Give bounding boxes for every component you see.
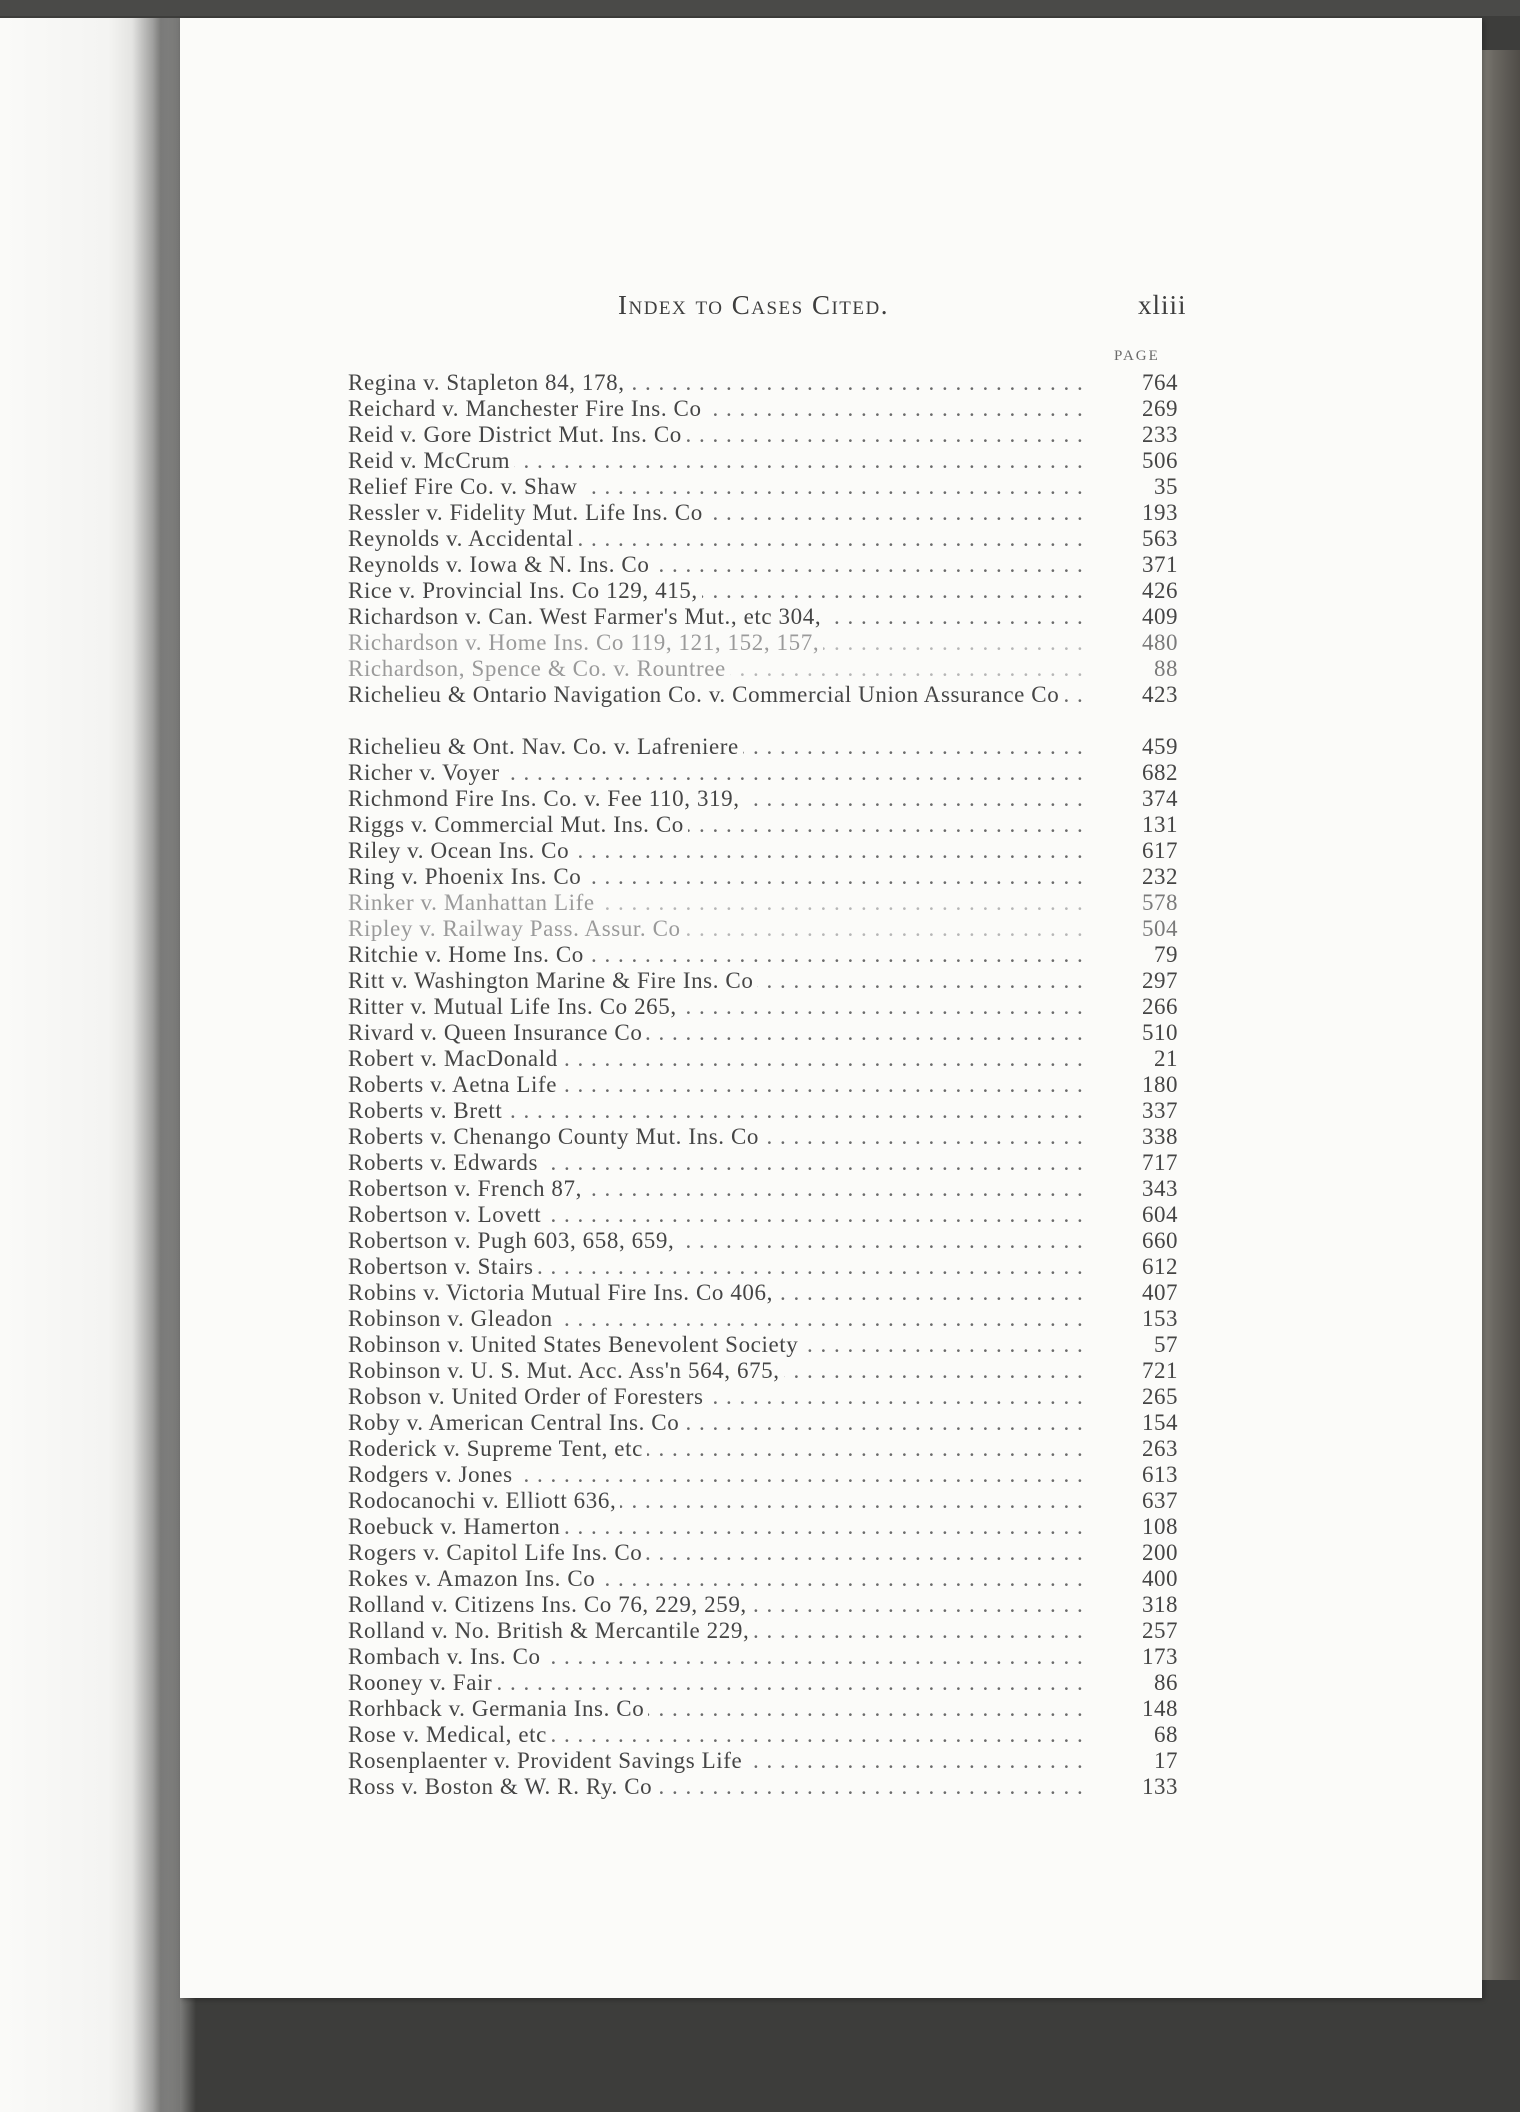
case-name [348,1020,1086,1046]
page-reference [1086,552,1184,578]
index-entry [348,396,1184,422]
case-name-text: Richelieu & Ont. Nav. Co. v. Lafreniere [348,734,743,759]
page-reference-text: 173 [1138,1644,1178,1669]
index-entry [348,1020,1184,1046]
case-name [348,396,1086,422]
page-reference-text: 193 [1138,500,1178,525]
case-name-text: Rorhback v. Germania Ins. Co [348,1696,648,1721]
index-entry [348,1644,1184,1670]
page-reference [1086,1514,1184,1540]
case-name-text: Roby v. American Central Ins. Co [348,1410,683,1435]
case-name [348,1696,1086,1722]
case-name-text: Rombach v. Ins. Co [348,1644,545,1669]
index-entry [348,1436,1184,1462]
case-name-text: Riggs v. Commercial Mut. Ins. Co [348,812,688,837]
case-name [348,1332,1086,1358]
index-entry [348,422,1184,448]
case-name [348,838,1086,864]
page-reference [1086,1540,1184,1566]
page-reference [1086,1176,1184,1202]
page-reference [1086,1150,1184,1176]
index-entry [348,838,1184,864]
page-reference-text: 86 [1150,1670,1178,1695]
case-name-text: Ritchie v. Home Ins. Co [348,942,588,967]
page-reference-text: 21 [1150,1046,1178,1071]
index-entry [348,370,1184,396]
index-entry [348,474,1184,500]
case-name-text: Ressler v. Fidelity Mut. Life Ins. Co [348,500,707,525]
page-reference-text: 506 [1138,448,1178,473]
case-name-text: Rooney v. Fair [348,1670,496,1695]
index-entry [348,1098,1184,1124]
page-reference [1086,1332,1184,1358]
case-name-text: Robson v. United Order of Foresters [348,1384,708,1409]
case-name [348,1670,1086,1696]
case-name [348,604,1086,630]
page-reference [1086,1202,1184,1228]
case-name [348,1722,1086,1748]
page-reference-text: 133 [1138,1774,1178,1799]
page-reference-text: 637 [1138,1488,1178,1513]
index-entry [348,1046,1184,1072]
case-name-text: Rodgers v. Jones [348,1462,517,1487]
index-entry [348,1410,1184,1436]
index-entry [348,1618,1184,1644]
case-name-text: Richardson v. Can. West Farmer's Mut., etc 304, [348,604,825,629]
page-reference-text: 371 [1138,552,1178,577]
page-reference [1086,656,1184,682]
page-reference-text: 660 [1138,1228,1178,1253]
page-reference-text: 504 [1138,916,1178,941]
page-reference-text: 337 [1138,1098,1178,1123]
case-name-text: Roberts v. Aetna Life [348,1072,561,1097]
case-name-text: Roebuck v. Hamerton [348,1514,564,1539]
index-entry [348,1124,1184,1150]
page-reference-text: 79 [1150,942,1178,967]
page-reference [1086,1462,1184,1488]
case-name [348,448,1086,474]
case-name [348,734,1086,760]
page-reference-text: 269 [1138,396,1178,421]
page-reference [1086,448,1184,474]
page-reference-text: 612 [1138,1254,1178,1279]
index-entry [348,1566,1184,1592]
page-reference [1086,942,1184,968]
index-entry [348,656,1184,682]
case-name [348,760,1086,786]
page-column-heading: PAGE [1114,348,1160,364]
page-reference-text: 180 [1138,1072,1178,1097]
case-name [348,1592,1086,1618]
index-entry [348,1228,1184,1254]
index-entry [348,552,1184,578]
case-name-text: Rose v. Medical, etc [348,1722,551,1747]
index-entry [348,682,1184,734]
page-reference [1086,1020,1184,1046]
case-name [348,1098,1086,1124]
case-name-text: Rokes v. Amazon Ins. Co [348,1566,599,1591]
page-reference-text: 35 [1150,474,1178,499]
case-name-text: Ring v. Phoenix Ins. Co [348,864,585,889]
page-reference-text: 423 [1138,682,1178,707]
index-entry [348,1332,1184,1358]
page-reference [1086,526,1184,552]
page-reference-text: 407 [1138,1280,1178,1305]
case-name [348,1436,1086,1462]
page-reference-text: 68 [1150,1722,1178,1747]
case-name [348,1176,1086,1202]
index-entry [348,1254,1184,1280]
case-name [348,1228,1086,1254]
case-name-text: Rivard v. Queen Insurance Co [348,1020,646,1045]
case-name [348,474,1086,500]
index-entry [348,1202,1184,1228]
page-reference [1086,1254,1184,1280]
case-name-text: Robinson v. Gleadon [348,1306,557,1331]
case-name-text: Robinson v. United States Benevolent Society [348,1332,802,1357]
index-entry [348,1384,1184,1410]
page-reference [1086,500,1184,526]
case-name-text: Reichard v. Manchester Fire Ins. Co [348,396,706,421]
case-name-text: Ritt v. Washington Marine & Fire Ins. Co [348,968,757,993]
page-reference [1086,1748,1184,1774]
case-name [348,422,1086,448]
page-reference [1086,1436,1184,1462]
case-name [348,1566,1086,1592]
page-reference-text: 459 [1138,734,1178,759]
case-name [348,1046,1086,1072]
index-entry [348,500,1184,526]
scan-top-border [0,0,1520,16]
page-reference-text: 343 [1138,1176,1178,1201]
page-reference-text: 297 [1138,968,1178,993]
index-entry [348,734,1184,760]
index-entry [348,1670,1184,1696]
case-name [348,812,1086,838]
page-reference-text: 17 [1150,1748,1178,1773]
page-reference-text: 682 [1138,760,1178,785]
case-name-text: Rice v. Provincial Ins. Co 129, 415, [348,578,702,603]
page-reference [1086,916,1184,942]
index-entry [348,1696,1184,1722]
case-name-text: Riley v. Ocean Ins. Co [348,838,573,863]
page-reference [1086,1228,1184,1254]
page-reference-text: 153 [1138,1306,1178,1331]
index-entry [348,1540,1184,1566]
index-entry [348,1306,1184,1332]
page-reference [1086,994,1184,1020]
case-name-text: Rolland v. No. British & Mercantile 229, [348,1618,753,1643]
page-reference-text: 604 [1138,1202,1178,1227]
page-reference-text: 88 [1150,656,1178,681]
page-reference [1086,1072,1184,1098]
case-name-text: Robins v. Victoria Mutual Fire Ins. Co 406, [348,1280,777,1305]
page-reference [1086,1696,1184,1722]
case-name [348,1150,1086,1176]
book-fore-edge [1476,50,1520,1980]
page-reference-text: 257 [1138,1618,1178,1643]
case-name-text: Ritter v. Mutual Life Ins. Co 265, [348,994,681,1019]
page-reference-text: 266 [1138,994,1178,1019]
page-reference-text: 721 [1138,1358,1178,1383]
page-reference-text: 409 [1138,604,1178,629]
case-name-text: Reynolds v. Iowa & N. Ins. Co [348,552,653,577]
page-header [180,286,1482,334]
case-name [348,1748,1086,1774]
case-name-text: Robertson v. French 87, [348,1176,586,1201]
case-name [348,630,1086,656]
page-reference-text: 233 [1138,422,1178,447]
index-entry [348,604,1184,630]
case-name [348,1358,1086,1384]
case-name [348,864,1086,890]
page-reference [1086,630,1184,656]
page-reference [1086,786,1184,812]
index-entry [348,630,1184,656]
book-page [180,18,1482,1998]
page-reference-text: 131 [1138,812,1178,837]
index-entry [348,448,1184,474]
page-reference [1086,1722,1184,1748]
page-reference-text: 232 [1138,864,1178,889]
index-entry [348,890,1184,916]
case-name [348,1514,1086,1540]
page-reference-text: 154 [1138,1410,1178,1435]
index-entry [348,1488,1184,1514]
page-reference [1086,838,1184,864]
case-name-text: Reynolds v. Accidental [348,526,578,551]
index-entry [348,786,1184,812]
case-name [348,578,1086,604]
index-entry [348,916,1184,942]
index-entry [348,812,1184,838]
page-reference [1086,604,1184,630]
page-reference [1086,1670,1184,1696]
case-name [348,526,1086,552]
case-name [348,1072,1086,1098]
page-reference-text: 148 [1138,1696,1178,1721]
page-reference [1086,1358,1184,1384]
case-name [348,890,1086,916]
case-name-text: Roberts v. Brett [348,1098,506,1123]
case-name-text: Rinker v. Manhattan Life [348,890,599,915]
index-entry [348,1150,1184,1176]
index-entry [348,1072,1184,1098]
case-name [348,1202,1086,1228]
page-reference [1086,370,1184,396]
case-name [348,1488,1086,1514]
page-reference-text: 578 [1138,890,1178,915]
case-name-text: Roberts v. Edwards [348,1150,542,1175]
page-reference [1086,1046,1184,1072]
case-name [348,370,1086,396]
index-entry [348,1176,1184,1202]
case-name-text: Richelieu & Ontario Navigation Co. v. Commercial Union Assurance Co [348,682,1063,707]
page-reference [1086,1774,1184,1800]
page-reference-text: 480 [1138,630,1178,655]
case-name [348,1280,1086,1306]
page-reference [1086,734,1184,760]
page-reference [1086,1488,1184,1514]
case-name-text: Richmond Fire Ins. Co. v. Fee 110, 319, [348,786,744,811]
page-reference [1086,1306,1184,1332]
index-entry [348,1722,1184,1748]
case-name-text: Relief Fire Co. v. Shaw [348,474,582,499]
page-reference [1086,1566,1184,1592]
case-name [348,916,1086,942]
case-name [348,942,1086,968]
index-entry [348,1514,1184,1540]
case-name [348,682,1086,708]
case-name [348,1774,1086,1800]
case-name [348,1124,1086,1150]
page-reference-text: 717 [1138,1150,1178,1175]
page-reference [1086,864,1184,890]
case-name [348,1410,1086,1436]
index-entry [348,994,1184,1020]
index-entry [348,578,1184,604]
page-reference [1086,422,1184,448]
case-name-text: Robert v. MacDonald [348,1046,562,1071]
case-name [348,656,1086,682]
index-entry [348,760,1184,786]
case-name [348,552,1086,578]
case-name-text: Ripley v. Railway Pass. Assur. Co [348,916,685,941]
page-reference [1086,1098,1184,1124]
page-reference [1086,396,1184,422]
page-reference [1086,474,1184,500]
running-title: Index to Cases Cited. [618,290,889,320]
page-reference [1086,968,1184,994]
page-reference [1086,1644,1184,1670]
case-name [348,1644,1086,1670]
case-name-text: Rolland v. Citizens Ins. Co 76, 229, 259, [348,1592,751,1617]
case-name [348,500,1086,526]
page-reference [1086,682,1184,708]
gutter-shadow [132,18,180,2112]
page-reference [1086,812,1184,838]
index-entry [348,1592,1184,1618]
page-reference-text: 764 [1138,370,1178,395]
case-name-text: Roderick v. Supreme Tent, etc [348,1436,647,1461]
page-reference [1086,578,1184,604]
page-reference-text: 510 [1138,1020,1178,1045]
case-name-text: Robertson v. Pugh 603, 658, 659, [348,1228,678,1253]
case-name-text: Richer v. Voyer [348,760,504,785]
page-reference-text: 338 [1138,1124,1178,1149]
page-reference-text: 108 [1138,1514,1178,1539]
page-reference [1086,1280,1184,1306]
case-name-text: Robertson v. Lovett [348,1202,545,1227]
index-entry [348,1358,1184,1384]
page-reference-text: 426 [1138,578,1178,603]
page-reference-text: 374 [1138,786,1178,811]
case-name-text: Regina v. Stapleton 84, 178, [348,370,629,395]
case-name [348,1306,1086,1332]
index-entry [348,526,1184,552]
page-reference-text: 265 [1138,1384,1178,1409]
case-name-text: Richardson v. Home Ins. Co 119, 121, 152, 157, [348,630,823,655]
page-reference-text: 563 [1138,526,1178,551]
case-name-text: Robertson v. Stairs [348,1254,538,1279]
page-reference-text: 200 [1138,1540,1178,1565]
case-name [348,786,1086,812]
page-reference [1086,1384,1184,1410]
case-name [348,1462,1086,1488]
case-name-text: Rodocanochi v. Elliott 636, [348,1488,620,1513]
case-name [348,968,1086,994]
page-reference [1086,1618,1184,1644]
page-reference-text: 400 [1138,1566,1178,1591]
case-name [348,994,1086,1020]
case-index-list [348,370,1184,1800]
page-reference [1086,1592,1184,1618]
case-name [348,1254,1086,1280]
case-name-text: Roberts v. Chenango County Mut. Ins. Co [348,1124,763,1149]
page-reference-text: 617 [1138,838,1178,863]
case-name [348,1540,1086,1566]
index-entry [348,1280,1184,1306]
page-reference [1086,1410,1184,1436]
page-reference-text: 318 [1138,1592,1178,1617]
page-number: xliii [1138,290,1187,320]
case-name [348,1384,1086,1410]
case-name-text: Rogers v. Capitol Life Ins. Co [348,1540,646,1565]
page-reference-text: 613 [1138,1462,1178,1487]
index-entry [348,1462,1184,1488]
case-name-text: Rosenplaenter v. Provident Savings Life [348,1748,746,1773]
case-name-text: Robinson v. U. S. Mut. Acc. Ass'n 564, 675, [348,1358,784,1383]
page-reference-text: 263 [1138,1436,1178,1461]
case-name-text: Richardson, Spence & Co. v. Rountree [348,656,730,681]
index-entry [348,968,1184,994]
index-entry [348,864,1184,890]
page-reference-text: 57 [1150,1332,1178,1357]
case-name-text: Reid v. Gore District Mut. Ins. Co [348,422,686,447]
index-entry [348,942,1184,968]
case-name [348,1618,1086,1644]
index-entry [348,1774,1184,1800]
case-name-text: Ross v. Boston & W. R. Ry. Co [348,1774,656,1799]
page-reference [1086,760,1184,786]
page-reference [1086,890,1184,916]
page-reference [1086,1124,1184,1150]
case-name-text: Reid v. McCrum [348,448,514,473]
index-entry [348,1748,1184,1774]
